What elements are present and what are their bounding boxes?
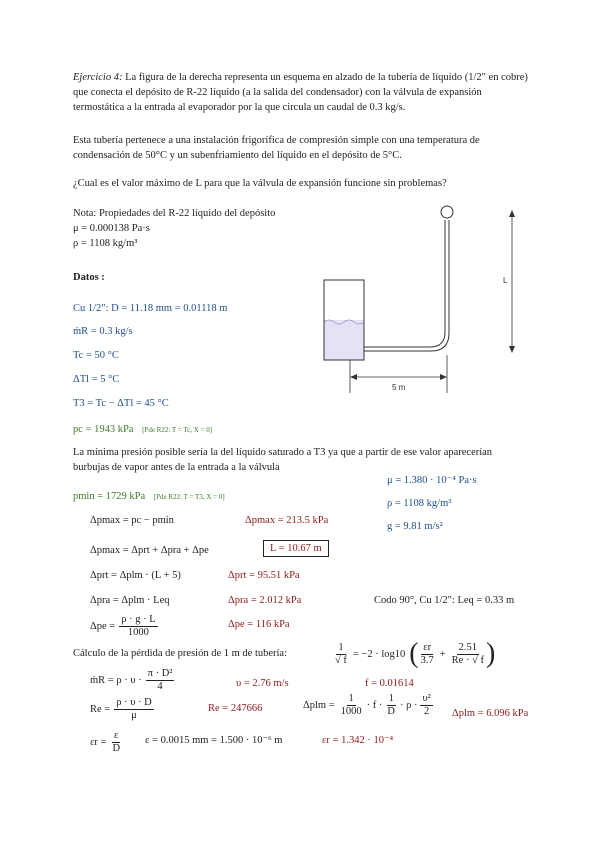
nota-rho: ρ = 1108 kg/m³ [73,238,138,249]
eq-dpra-def: Δpra = Δplm · Leq [90,595,170,606]
arrow-5m-right [440,374,447,380]
eq-mR-lhs: ṁR = ρ · υ · [90,674,142,686]
eq-mR-num: π · D² [147,668,173,679]
pipe-inner [364,220,449,351]
eq-er-den: D [112,742,121,754]
eq-dplm-mid-2: · ρ · [399,699,418,711]
eq-dplm [303,693,433,717]
eq-er-val: εr = 1.342 · 10⁻⁴ [322,735,394,746]
eq-pmin [73,491,225,502]
label-5m: 5 m [392,383,406,392]
prop-mu: μ = 1.380 · 10⁻⁴ Pa·s [387,475,477,486]
question-text: ¿Cual es el valor máximo de L para que la válvula de expansión funcione sin problemas? [73,178,447,189]
eq-dplm-f2-num: 1 [388,693,394,704]
intro-line-3: termostática a la entrada al evaporador por la que circula un caudal de 0.3 kg/s. [73,102,406,113]
colebrook-lhs-num: 1 [338,641,344,653]
datos-t3: T3 = Tc − ΔTl = 45 °C [73,398,169,409]
intro-line-1 [73,72,528,83]
expansion-valve [441,206,453,218]
eq-f-val: f = 0.01614 [365,678,414,689]
arrow-5m-left [350,374,357,380]
colebrook-lhs-den: √ f [335,654,347,666]
prop-g: g = 9.81 m/s² [387,521,443,532]
colebrook-t2-num: 2.51 [458,641,477,653]
eq-mR-den: 4 [157,680,163,692]
eq-dpmax-def: Δpmax = pc − pmin [90,515,174,526]
colebrook-equation [333,640,495,668]
eq-dplm-mid-1: · f · [366,699,383,711]
colebrook-plus: + [439,648,446,660]
eq-dpmax-sum: Δpmax = Δprt + Δpra + Δpe [90,545,209,556]
label-L: L [503,276,508,285]
eq-eps-val: ε = 0.0015 mm = 1.500 · 10⁻⁶ m [145,735,283,746]
colebrook-paren-open: ( [409,638,419,669]
eq-dplm-f3-den: 2 [424,705,430,717]
nota-mu: μ = 0.000138 Pa·s [73,223,150,234]
colebrook-t1-num: εr [423,641,432,653]
eq-dpe-frac [119,614,157,638]
datos-cu: Cu 1/2": D = 11.18 mm = 0.01118 m [73,303,228,314]
eq-L-result: L = 10.67 m [263,540,329,557]
datos-pc-note: [Pde R22: T = Tc, X = 0] [142,426,213,434]
eq-dpra-val: Δpra = 2.012 kPa [228,595,302,606]
colebrook-t1-den: 3.7 [420,654,434,666]
min-pressure-line-2: burbujas de vapor antes de la entrada a la válvula [73,462,280,473]
eq-dplm-frac-3 [420,693,432,717]
eq-dplm-f2-den: D [387,705,395,717]
tank-liquid [324,320,364,360]
eq-dplm-f1-den: 1000 [340,705,362,717]
eq-dprt-val: Δprt = 95.51 kPa [228,570,300,581]
eq-mR-frac [146,668,175,692]
eq-re-num: ρ · υ · D [116,697,152,708]
arrow-L-top [509,210,515,217]
colebrook-mid: = −2 · log10 [352,648,406,660]
datos-pc [73,424,212,435]
eq-re-lhs: Re = [90,703,111,715]
datos-tc: Tc = 50 °C [73,350,119,361]
pipe [364,220,445,347]
intro-text-1: La figura de la derecha representa un esquema en alzado de la tubería de líquido (1/2" en cobre) [122,72,528,83]
eq-re-frac [114,697,154,721]
datos-title: Datos : [73,272,105,283]
eq-dpe-den: 1000 [127,626,149,638]
exercise-title: Ejercicio 4: [73,72,123,83]
eq-re-val: Re = 247666 [208,703,263,714]
eq-dplm-lhs: Δplm = [303,699,335,711]
eq-dplm-frac-1 [339,693,364,717]
para2-line-2: condensación de 50°C y un subenfriamiento del líquido en el depósito de 5°C. [73,150,402,161]
datos-pc-value: pc = 1943 kPa [73,424,134,435]
para2-line-1: Esta tubería pertenece a una instalación frigorífica de compresión simple con una temperatura de [73,135,480,146]
intro-line-2: que conecta el depósito de R-22 líquido (a la salida del condensador) con la válvula de expansión [73,87,482,98]
eq-mR [90,668,174,692]
eq-dpe-lhs: Δpe = [90,620,116,632]
friction-title: Cálculo de la pérdida de presión de 1 m de tubería: [73,648,288,659]
eq-dplm-val: Δplm = 6.096 kPa [452,708,529,719]
codo-leq: Codo 90°, Cu 1/2": Leq = 0.33 m [374,595,515,606]
eq-dpe-def [90,614,158,638]
arrow-L-bottom [509,346,515,353]
eq-dplm-frac-2 [385,693,397,717]
eq-dprt-def: Δprt = Δplm · (L + 5) [90,570,181,581]
piping-diagram [300,195,545,400]
nota-title: Nota: Propiedades del R-22 líquido del depósito [73,208,276,219]
colebrook-lhs [333,642,349,666]
datos-dtl: ΔTl = 5 °C [73,374,120,385]
min-pressure-line-1: La mínima presión posible sería la del líquido saturado a T3 ya que a partir de ese valor aparecerían [73,447,493,458]
colebrook-term-1 [419,642,436,666]
eq-pmin-value: pmin = 1729 kPa [73,491,146,502]
eq-v-val: υ = 2.76 m/s [236,678,289,689]
eq-pmin-note: [Pde R22: T = T3, X = 0] [153,493,225,501]
eq-dplm-f1-num: 1 [348,693,354,704]
datos-mr: ṁR = 0.3 kg/s [73,326,133,337]
eq-dpe-num: ρ · g · L [121,614,156,625]
prop-rho: ρ = 1108 kg/m³ [387,498,452,509]
colebrook-t2-den: Re · √ f [451,654,484,666]
colebrook-paren-close: ) [485,638,496,669]
eq-dpe-val: Δpe = 116 kPa [228,619,290,630]
eq-re [90,697,154,721]
eq-dpmax-val: Δpmax = 213.5 kPa [245,515,329,526]
eq-er [90,730,122,754]
eq-re-den: μ [131,709,137,721]
eq-er-num: ε [114,730,119,741]
eq-dplm-f3-num: υ² [422,693,431,704]
colebrook-term-2 [450,642,486,666]
eq-er-frac [110,730,122,754]
eq-er-lhs: εr = [90,736,107,748]
